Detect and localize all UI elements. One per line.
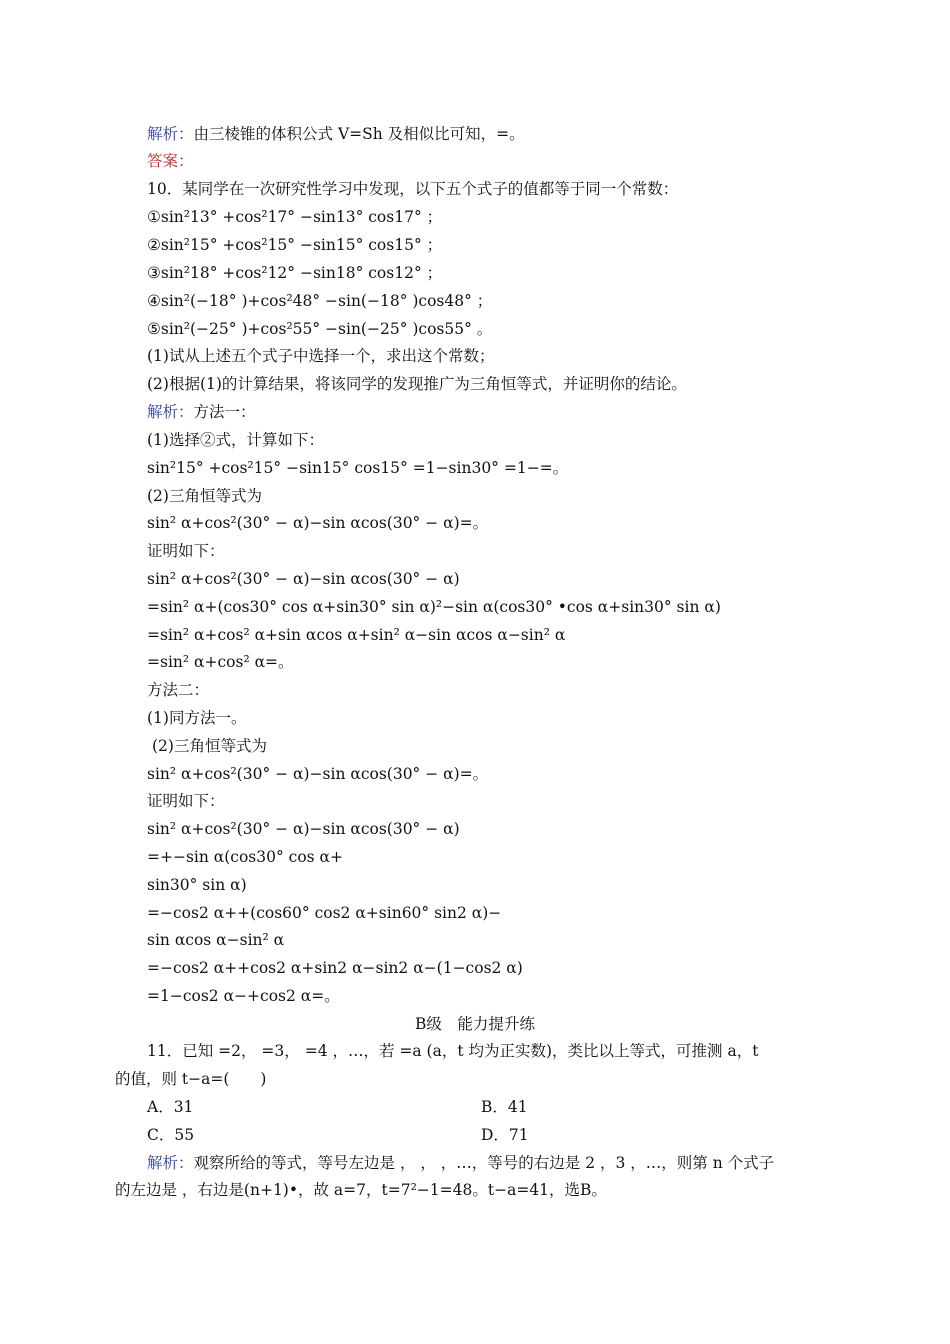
solution-text: 由三棱锥的体积公式 V=Sh 及相似比可知，=。 (193, 125, 525, 143)
method-2-step-1: (1)同方法一。 (147, 709, 247, 727)
proof-line: =+−sin α(cos30° cos α+ (147, 848, 344, 866)
identity-statement: sin² α+cos²(30° − α)−sin αcos(30° − α)=。 (147, 514, 489, 532)
expression-1: ①sin²13° +cos²17° −sin13° cos17° ； (147, 208, 443, 226)
method-1-step-1: (1)选择②式，计算如下： (147, 431, 324, 449)
expression-5: ⑤sin²(−25° )+cos²55° −sin(−25° )cos55° 。 (147, 320, 493, 338)
option-d: D．71 (481, 1126, 529, 1144)
solution-label: 解析： (147, 125, 194, 143)
problem-10-stem: 10．某同学在一次研究性学习中发现，以下五个式子的值都等于同一个常数： (147, 180, 679, 198)
expression-4: ④sin²(−18° )+cos²48° −sin(−18° )cos48° ； (147, 292, 493, 310)
answer-label: 答案： (147, 152, 194, 170)
proof-line: =−cos2 α++(cos60° cos2 α+sin60° sin2 α)− (147, 904, 502, 922)
proof-line: =−cos2 α++cos2 α+sin2 α−sin2 α−(1−cos2 α) (147, 959, 523, 977)
proof-heading: 证明如下： (147, 542, 225, 560)
option-a: A．31 (147, 1098, 194, 1116)
problem-11-solution (147, 1153, 774, 1173)
proof-line: =sin² α+cos² α+sin αcos α+sin² α−sin αcos α−sin² α (147, 626, 566, 644)
proof-line: =1−cos2 α−+cos2 α=。 (147, 987, 340, 1005)
proof-line: sin30° sin α) (147, 876, 247, 894)
proof-line: sin² α+cos²(30° − α)−sin αcos(30° − α) (147, 570, 460, 588)
problem-11-stem: 11．已知 =2， =3， =4 ，…，若 =a (a，t 均为正实数)，类比以上等式，可推测 a，t (147, 1042, 759, 1060)
solution-label: 解析： (147, 403, 194, 421)
proof-line: =sin² α+(cos30° cos α+sin30° sin α)²−sin α(cos30° •cos α+sin30° sin α) (147, 598, 721, 616)
proof-heading: 证明如下： (147, 792, 225, 810)
method-1-computation: sin²15° +cos²15° −sin15° cos15° =1−sin30° =1−=。 (147, 459, 569, 477)
option-b: B．41 (481, 1098, 528, 1116)
proof-line: =sin² α+cos² α=。 (147, 653, 294, 671)
proof-line: sin² α+cos²(30° − α)−sin αcos(30° − α) (147, 820, 460, 838)
proof-line: sin αcos α−sin² α (147, 931, 285, 949)
method-1-title: 方法一： (193, 403, 256, 421)
problem-11-solution-cont: 的左边是 ，右边是(n+1)•，故 a=7，t=7²−1=48。t−a=41，选B。 (115, 1181, 607, 1199)
problem-11-stem-cont: 的值，则 t−a=( ) (115, 1070, 267, 1088)
question-part-2: (2)根据(1)的计算结果，将该同学的发现推广为三角恒等式，并证明你的结论。 (147, 375, 687, 393)
solution-line-volume (147, 124, 525, 144)
solution-text: 观察所给的等式，等号左边是 ， ， ，…，等号的右边是 2 ，3 ，…，则第 n 个式子 (193, 1154, 775, 1172)
expression-2: ②sin²15° +cos²15° −sin15° cos15° ； (147, 236, 443, 254)
section-heading: B级 能力提升练 (415, 1015, 535, 1033)
question-part-1: (1)试从上述五个式子中选择一个，求出这个常数； (147, 347, 495, 365)
solution-method-1-heading (147, 402, 256, 422)
expression-3: ③sin²18° +cos²12° −sin18° cos12° ； (147, 264, 443, 282)
method-2-step-2: (2)三角恒等式为 (152, 737, 267, 755)
option-c: C．55 (147, 1126, 195, 1144)
solution-label: 解析： (147, 1154, 194, 1172)
method-1-step-2: (2)三角恒等式为 (147, 487, 262, 505)
identity-statement: sin² α+cos²(30° − α)−sin αcos(30° − α)=。 (147, 765, 489, 783)
method-2-title: 方法二： (147, 681, 210, 699)
